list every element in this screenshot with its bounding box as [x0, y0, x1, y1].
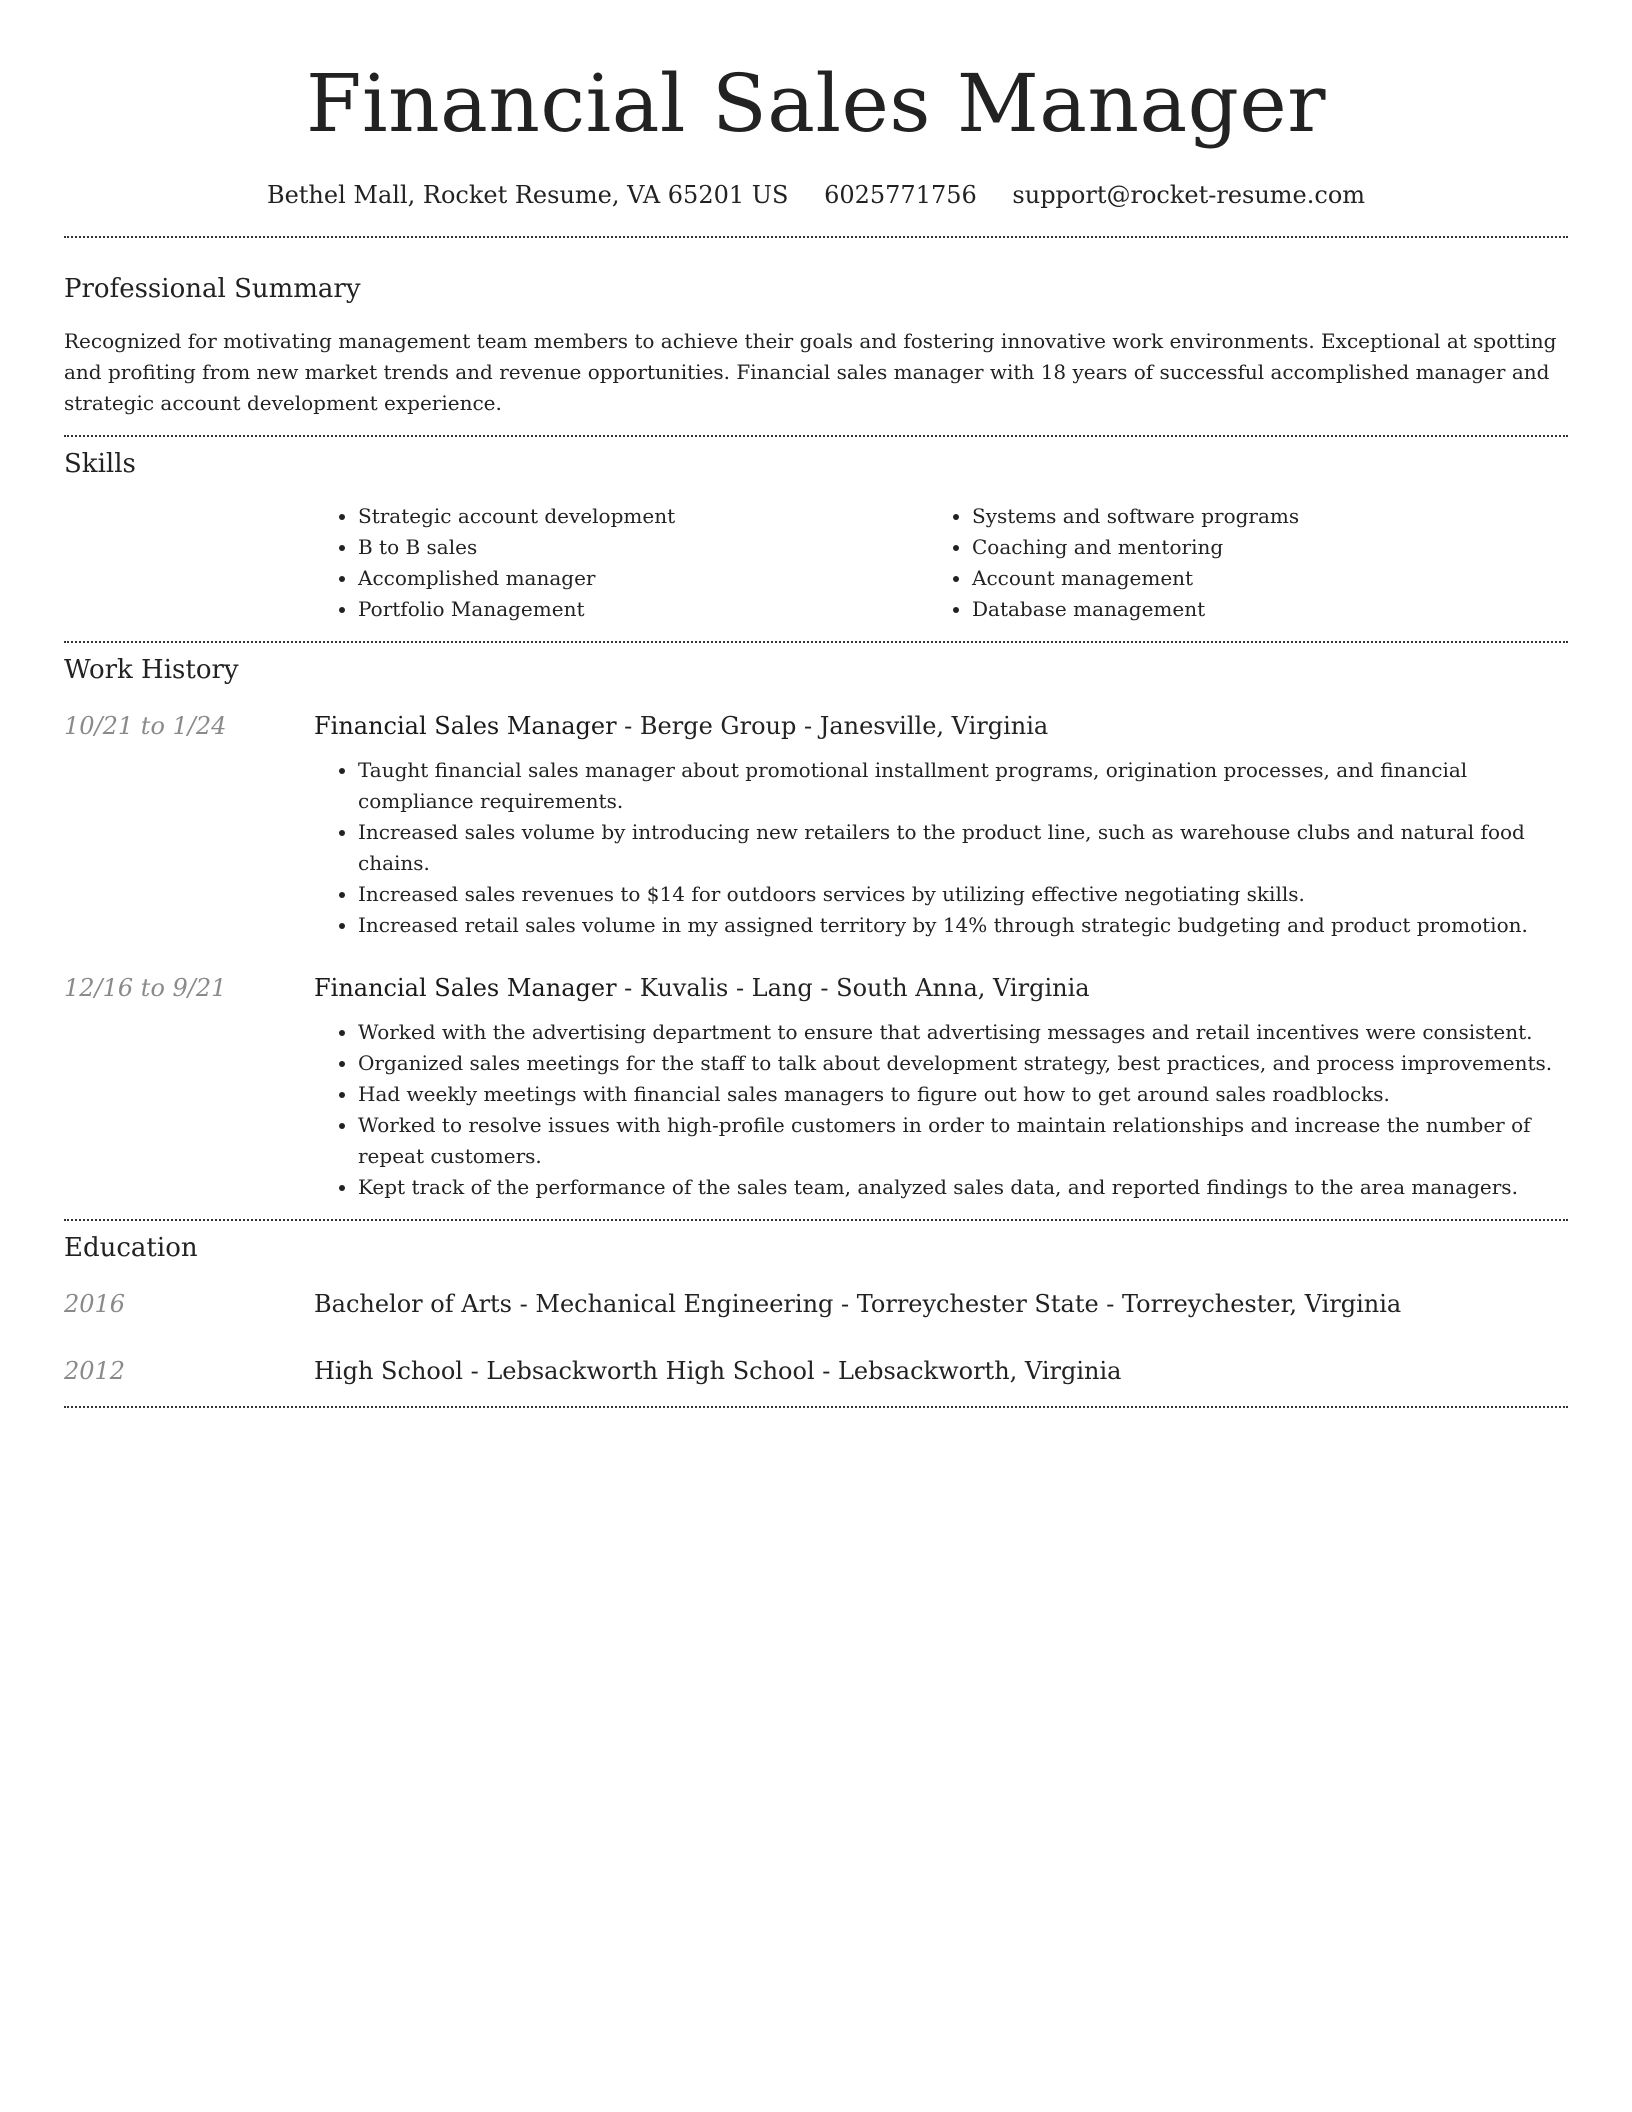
job-bullet: • Increased sales volume by introducing new retailers to the product line, such as warehouse clubs and natural food chains.: [358, 817, 1568, 879]
divider: [64, 236, 1568, 238]
job-company: Kuvalis - Lang: [639, 974, 813, 1002]
job-heading: [314, 971, 1568, 1005]
job-bullets: [314, 1017, 1568, 1203]
job-title: Financial Sales Manager: [314, 712, 617, 740]
section-title-skills: Skills: [64, 449, 136, 479]
education-entry: [64, 1287, 1568, 1321]
job-separator: -: [616, 974, 640, 1002]
job-separator: -: [812, 974, 837, 1002]
contact-phone: 6025771756: [824, 181, 977, 209]
skill-item: • Accomplished manager: [358, 563, 928, 594]
education-year: 2016: [64, 1290, 126, 1318]
job-company: Berge Group: [639, 712, 797, 740]
skills-column-right: [928, 501, 1542, 625]
job-location: Janesville, Virginia: [819, 712, 1049, 740]
job-location: South Anna, Virginia: [836, 974, 1090, 1002]
job-heading: [314, 709, 1568, 743]
divider: [64, 1406, 1568, 1408]
job-bullet: • Worked to resolve issues with high-profile customers in order to maintain relationships and increase the number of repeat customers.: [358, 1110, 1568, 1172]
job-entry: [64, 709, 1568, 941]
job-bullet: • Taught financial sales manager about promotional installment programs, origination processes, and financial compliance requirements.: [358, 755, 1568, 817]
divider: [64, 435, 1568, 437]
divider: [64, 641, 1568, 643]
job-bullet: • Worked with the advertising department to ensure that advertising messages and retail incentives were consistent.: [358, 1017, 1568, 1048]
summary-text: Recognized for motivating management team members to achieve their goals and fostering innovative work environments. Exceptional at spotting and profiting from new market trends and revenue opportunities. Financial sales manager with 18 years of successful accomplished manager and strategic account development experience.: [64, 329, 1557, 415]
job-bullet: • Kept track of the performance of the sales team, analyzed sales data, and reported findings to the area managers.: [358, 1172, 1568, 1203]
skill-item: • Account management: [972, 563, 1542, 594]
job-details: [314, 709, 1568, 941]
contact-address: Bethel Mall, Rocket Resume, VA 65201 US: [266, 181, 789, 209]
education-details: High School - Lebsackworth High School - Lebsackworth, Virginia: [314, 1357, 1122, 1385]
job-bullet: • Organized sales meetings for the staff to talk about development strategy, best practices, and process improvements.: [358, 1048, 1568, 1079]
job-details: [314, 971, 1568, 1203]
job-entry: [64, 971, 1568, 1203]
skill-item: • Database management: [972, 594, 1542, 625]
education-year: 2012: [64, 1357, 126, 1385]
skill-item: • B to B sales: [358, 532, 928, 563]
job-dates: 10/21 to 1/24: [64, 712, 227, 740]
section-title-work: Work History: [64, 655, 239, 685]
section-title-education: Education: [64, 1233, 198, 1263]
skill-item: • Portfolio Management: [358, 594, 928, 625]
job-bullet: • Increased sales revenues to $14 for outdoors services by utilizing effective negotiating skills.: [358, 879, 1568, 910]
education-details: Bachelor of Arts - Mechanical Engineering - Torreychester State - Torreychester, Virginia: [314, 1290, 1402, 1318]
skill-item: • Systems and software programs: [972, 501, 1542, 532]
job-separator: -: [796, 712, 820, 740]
job-bullet: • Increased retail sales volume in my assigned territory by 14% through strategic budgeting and product promotion.: [358, 910, 1568, 941]
contact-email: support@rocket-resume.com: [1012, 181, 1366, 209]
education-entry: [64, 1354, 1568, 1388]
job-title: Financial Sales Manager: [314, 974, 617, 1002]
job-separator: -: [616, 712, 640, 740]
section-title-summary: Professional Summary: [64, 274, 361, 304]
contact-line: [64, 178, 1568, 212]
skills-list: [314, 501, 1568, 625]
job-bullets: [314, 755, 1568, 941]
skill-item: • Strategic account development: [358, 501, 928, 532]
job-dates: 12/16 to 9/21: [64, 974, 227, 1002]
job-bullet: • Had weekly meetings with financial sales managers to figure out how to get around sales roadblocks.: [358, 1079, 1568, 1110]
skills-column-left: [314, 501, 928, 625]
divider: [64, 1219, 1568, 1221]
skill-item: • Coaching and mentoring: [972, 532, 1542, 563]
resume-name: Financial Sales Manager: [306, 57, 1326, 150]
